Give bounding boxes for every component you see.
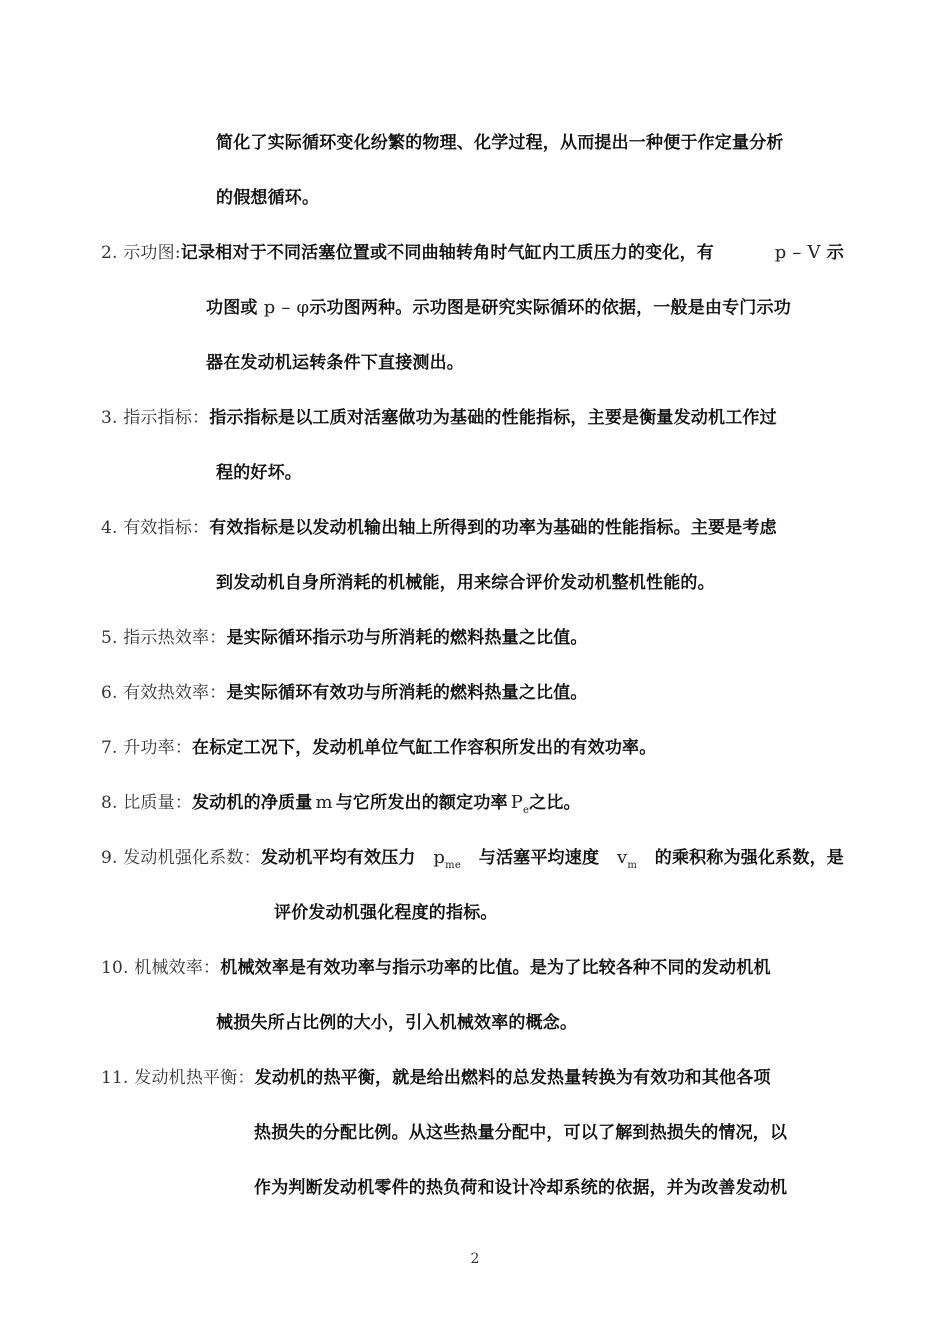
term-label: 9. 发动机强化系数： bbox=[101, 848, 261, 868]
definition-item-8: 8. 比质量： 发动机的净质量 m 与它所发出的额定功率 P e 之比。 bbox=[101, 789, 844, 817]
term-label: 2. 示功图: bbox=[101, 243, 181, 263]
definition-item-3: 3. 指示指标：指示指标是以工质对活塞做功为基础的性能指标，主要是衡量发动机工作过 bbox=[101, 408, 777, 428]
paragraph-line: 功图或 p – φ示功图两种。示功图是研究实际循环的依据，一般是由专门示功 bbox=[206, 297, 791, 318]
definition-item-4: 4. 有效指标：有效指标是以发动机输出轴上所得到的功率为基础的性能指标。主要是考虑 bbox=[101, 518, 777, 538]
math-pme: p bbox=[433, 847, 446, 868]
definition-item-2: 2. 示功图:记录相对于不同活塞位置或不同曲轴转角时气缸内工质压力的变化，有 p – V 示 bbox=[101, 242, 844, 263]
definition-item-6: 6. 有效热效率： 是实际循环有效功与所消耗的燃料热量之比值。 bbox=[101, 679, 844, 707]
term-label: 7. 升功率： bbox=[101, 738, 193, 758]
paragraph-line: 器在发动机运转条件下直接测出。 bbox=[206, 353, 464, 373]
paragraph-line: 热损失的分配比例。从这些热量分配中，可以了解到热损失的情况，以 bbox=[254, 1123, 788, 1143]
math-pv: p – V bbox=[774, 242, 821, 263]
paragraph-line: 程的好坏。 bbox=[216, 463, 302, 483]
paragraph-line: 作为判断发动机零件的热负荷和设计冷却系统的依据，并为改善发动机 bbox=[254, 1178, 788, 1198]
math-m: m bbox=[315, 792, 333, 813]
definition-item-5: 5. 指示热效率： 是实际循环指示功与所消耗的燃料热量之比值。 bbox=[101, 624, 844, 652]
definition-item-7: 7. 升功率： 在标定工况下，发动机单位气缸工作容积所发出的有效功率。 bbox=[101, 734, 844, 762]
math-p-phi: p – φ bbox=[263, 297, 310, 318]
term-label: 6. 有效热效率： bbox=[101, 683, 227, 703]
paragraph-line: 简化了实际循环变化纷繁的物理、化学过程，从而提出一种便于作定量分析 bbox=[216, 133, 784, 153]
paragraph-line: 的假想循环。 bbox=[216, 188, 320, 208]
term-label: 8. 比质量： bbox=[101, 793, 193, 813]
definition-item-10: 10. 机械效率：机械效率是有效功率与指示功率的比值。是为了比较各种不同的发动机机 bbox=[101, 958, 771, 978]
definition-item-11: 11. 发动机热平衡：发动机的热平衡，就是给出燃料的总发热量转换为有效功和其他各项 bbox=[101, 1068, 771, 1088]
term-label: 4. 有效指标： bbox=[101, 518, 210, 538]
math-vm: v bbox=[616, 847, 628, 868]
paragraph-line: 评价发动机强化程度的指标。 bbox=[274, 903, 498, 923]
paragraph-line: 械损失所占比例的大小，引入机械效率的概念。 bbox=[216, 1013, 578, 1033]
math-pe: P bbox=[510, 792, 524, 813]
page-number: 2 bbox=[470, 1251, 480, 1267]
definition-item-9: 9. 发动机强化系数：发动机平均有效压力 $p_{me}$ 与活塞平均速度 $v_m$ 的乘积称为强化系数，是 bbox=[101, 847, 844, 871]
term-label: 10. 机械效率： bbox=[101, 958, 221, 978]
term-label: 5. 指示热效率： bbox=[101, 628, 227, 648]
paragraph-line: 到发动机自身所消耗的机械能，用来综合评价发动机整机性能的。 bbox=[216, 573, 715, 593]
term-label: 3. 指示指标： bbox=[101, 408, 210, 428]
term-label: 11. 发动机热平衡： bbox=[101, 1068, 255, 1088]
